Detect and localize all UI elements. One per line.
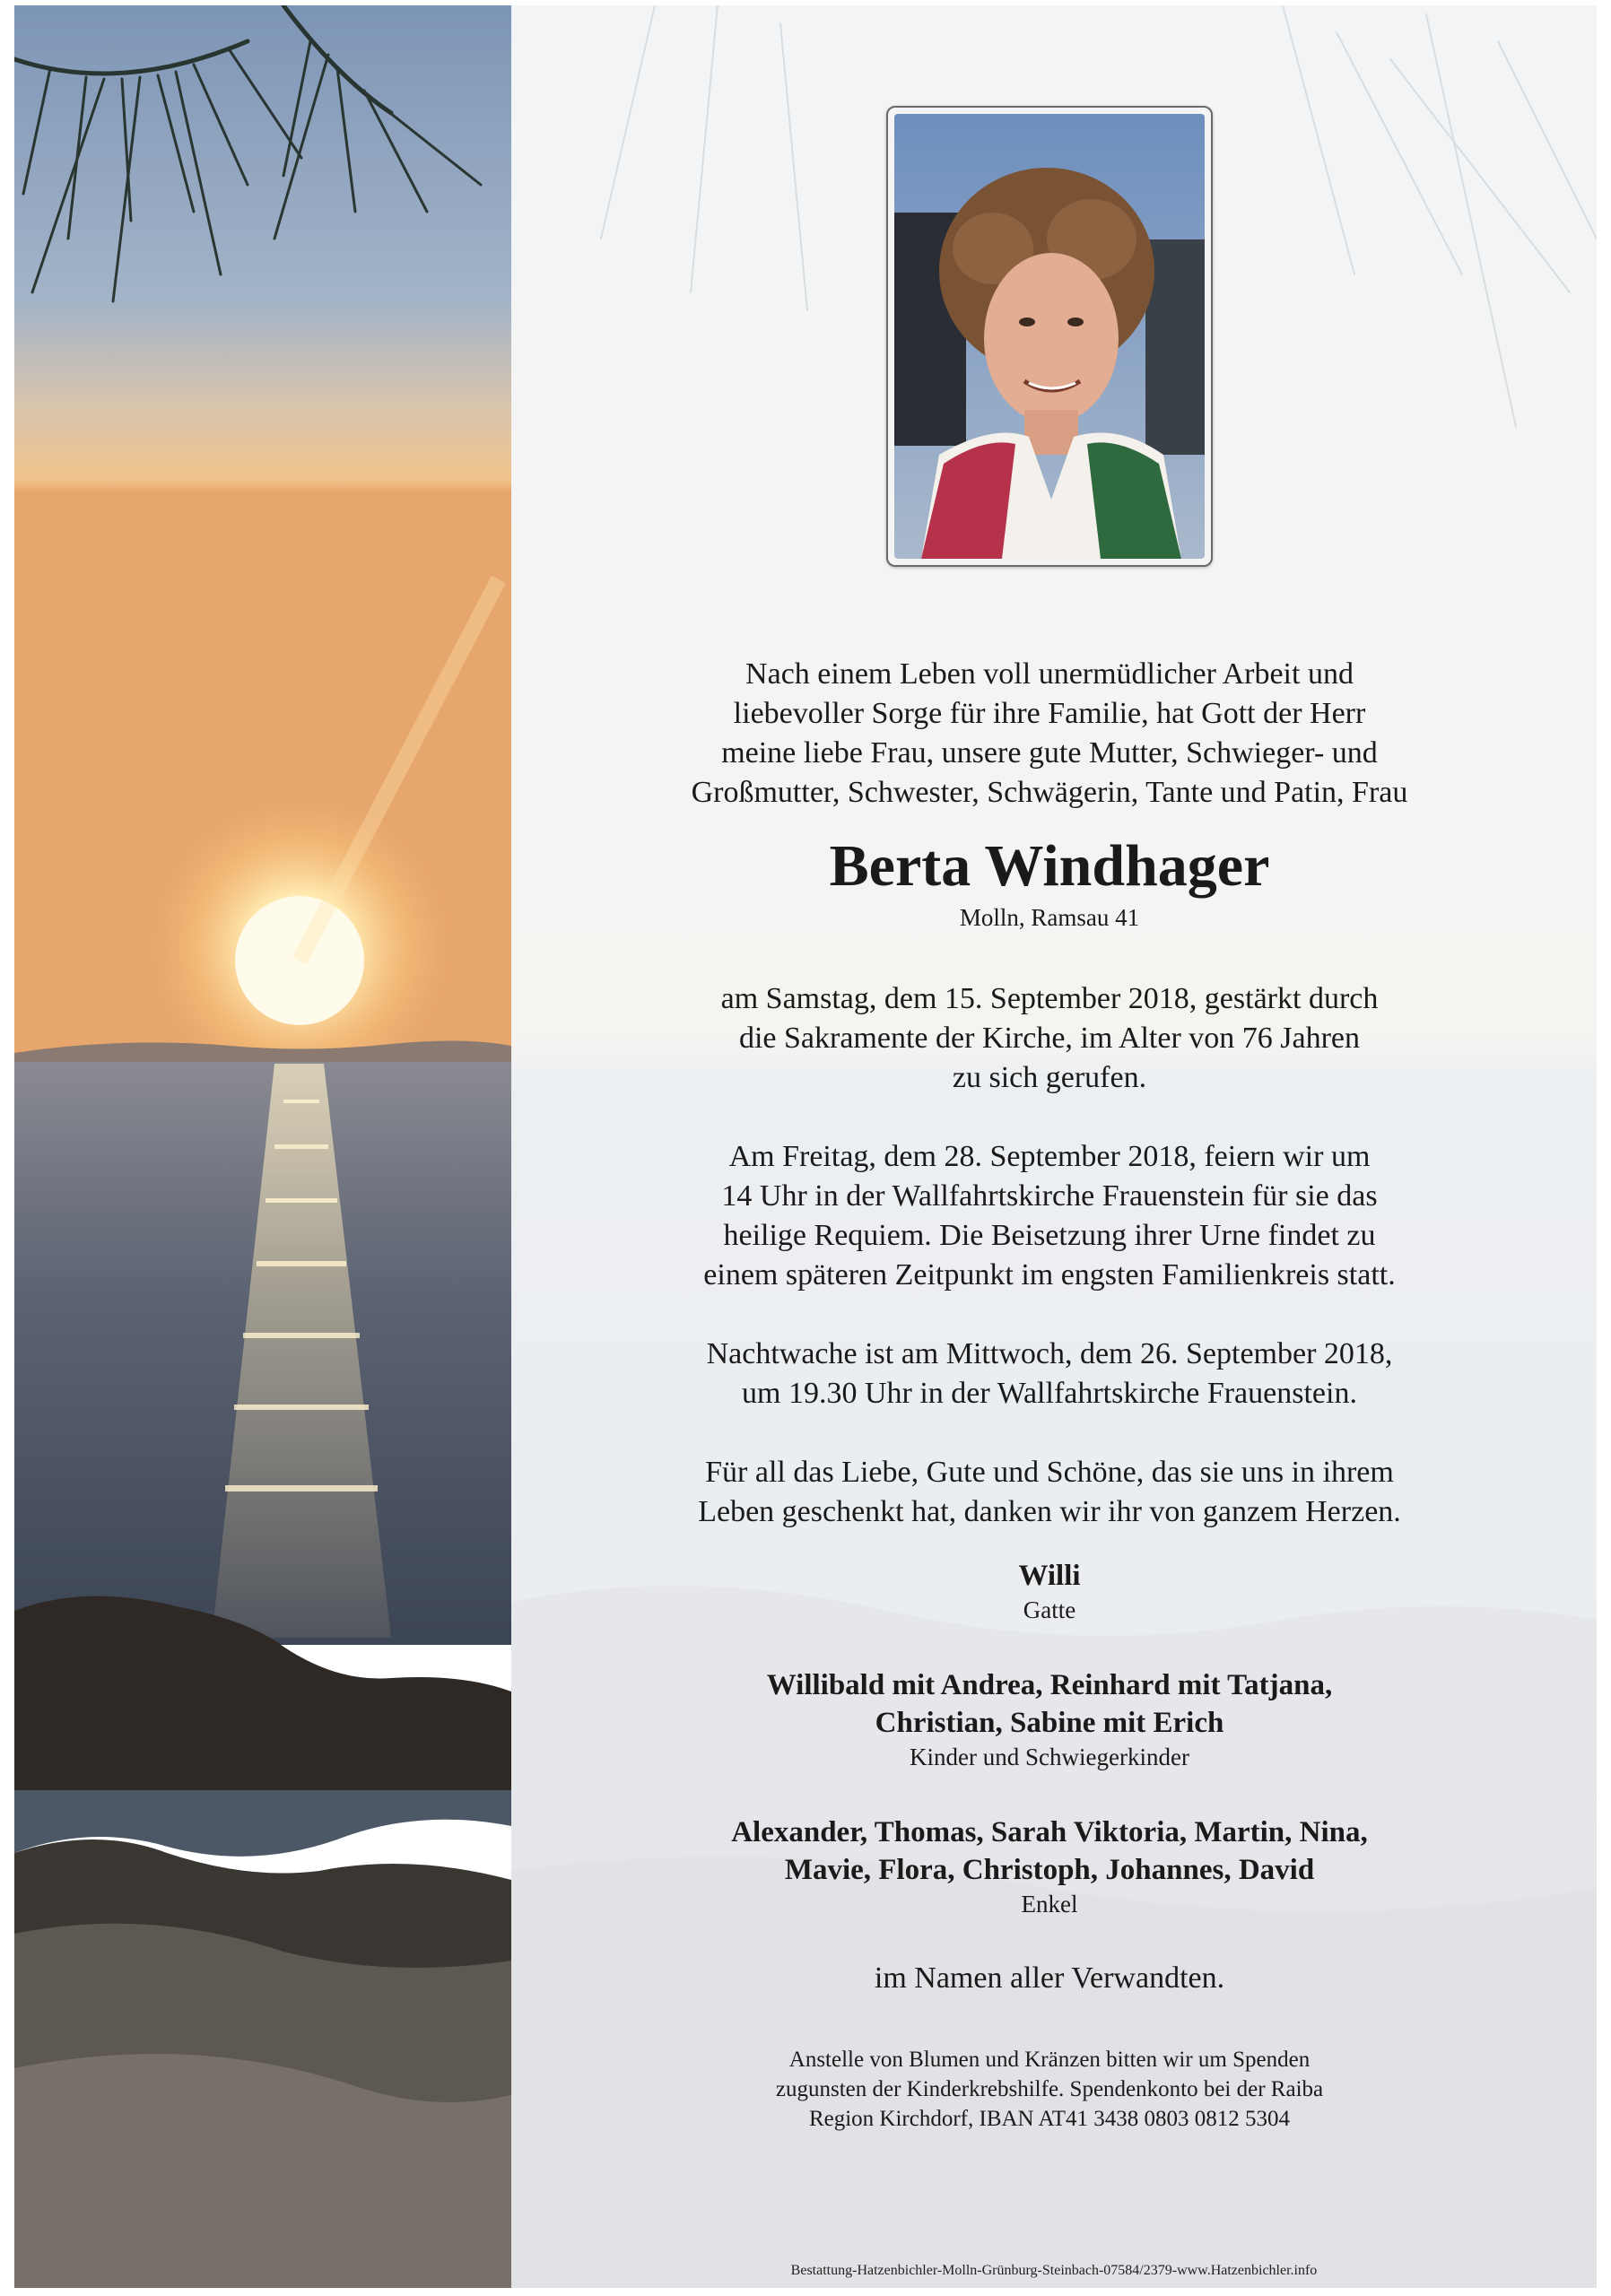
requiem-line: einem späteren Zeitpunkt im engsten Familienkreis statt. [703,1258,1396,1292]
grandchildren-role: Enkel [1021,1891,1078,1918]
requiem-line: Am Freitag, dem 28. September 2018, feiern wir um [728,1140,1371,1173]
intro-line: Großmutter, Schwester, Schwägerin, Tante und Patin, Frau [691,776,1408,809]
intro-paragraph [574,655,1525,813]
vigil-line: Nachtwache ist am Mittwoch, dem 26. September 2018, [706,1337,1393,1370]
death-line: zu sich gerufen. [952,1061,1147,1094]
deceased-name: Berta Windhager [829,833,1270,899]
intro-line: Nach einem Leben voll unermüdlicher Arbeit und [745,657,1354,691]
vigil-line: um 19.30 Uhr in der Wallfahrtskirche Frauenstein. [742,1377,1357,1410]
intro-line: liebevoller Sorge für ihre Familie, hat Gott der Herr [733,697,1366,730]
donation-note [574,2045,1525,2134]
portrait-photo [886,106,1213,567]
vigil-paragraph [574,1335,1525,1413]
intro-line: meine liebe Frau, unsere gute Mutter, Schwieger- und [721,736,1378,770]
sunset-photo-image [14,5,511,2288]
thanks-paragraph [574,1453,1525,1532]
requiem-line: 14 Uhr in der Wallfahrtskirche Frauenstein für sie das [721,1179,1378,1213]
portrait-image [894,114,1205,559]
mourner-name-line: Mavie, Flora, Christoph, Johannes, David [784,1854,1315,1886]
children-role: Kinder und Schwiegerkinder [910,1744,1189,1770]
donation-line: Region Kirchdorf, IBAN AT41 3438 0803 0812 5304 [808,2107,1291,2131]
husband-name [574,1557,1525,1595]
children-names [574,1666,1525,1742]
sunset-photo [14,5,511,2288]
grandchildren-names [574,1813,1525,1889]
death-line: am Samstag, dem 15. September 2018, gestärkt durch [720,982,1379,1015]
mourner-name-line: Willi [1018,1560,1081,1592]
thanks-line: Leben geschenkt hat, danken wir ihr von ganzem Herzen. [698,1495,1401,1528]
requiem-line: heilige Requiem. Die Beisetzung ihrer Urne findet zu [723,1219,1376,1252]
mourner-name-line: Willibald mit Andrea, Reinhard mit Tatjana, [766,1669,1333,1701]
notice-text [574,655,1525,2134]
thanks-line: Für all das Liebe, Gute und Schöne, das sie uns in ihrem [705,1456,1394,1489]
death-paragraph [574,979,1525,1098]
family-line: im Namen aller Verwandten. [874,1961,1225,1995]
mourner-name-line: Christian, Sabine mit Erich [875,1707,1224,1739]
funeral-home-footer: Bestattung-Hatzenbichler-Molln-Grünburg-Steinbach-07584/2379-www.Hatzenbichler.info [790,2263,1318,2278]
requiem-paragraph [574,1137,1525,1295]
deceased-address: Molln, Ramsau 41 [959,904,1140,931]
donation-line: zugunsten der Kinderkrebshilfe. Spendenkonto bei der Raiba [775,2077,1324,2101]
donation-line: Anstelle von Blumen und Kränzen bitten wir um Spenden [788,2048,1311,2072]
husband-role: Gatte [1023,1596,1076,1623]
death-line: die Sakramente der Kirche, im Alter von 76 Jahren [738,1022,1361,1055]
mourner-name-line: Alexander, Thomas, Sarah Viktoria, Martin, Nina, [731,1816,1368,1848]
